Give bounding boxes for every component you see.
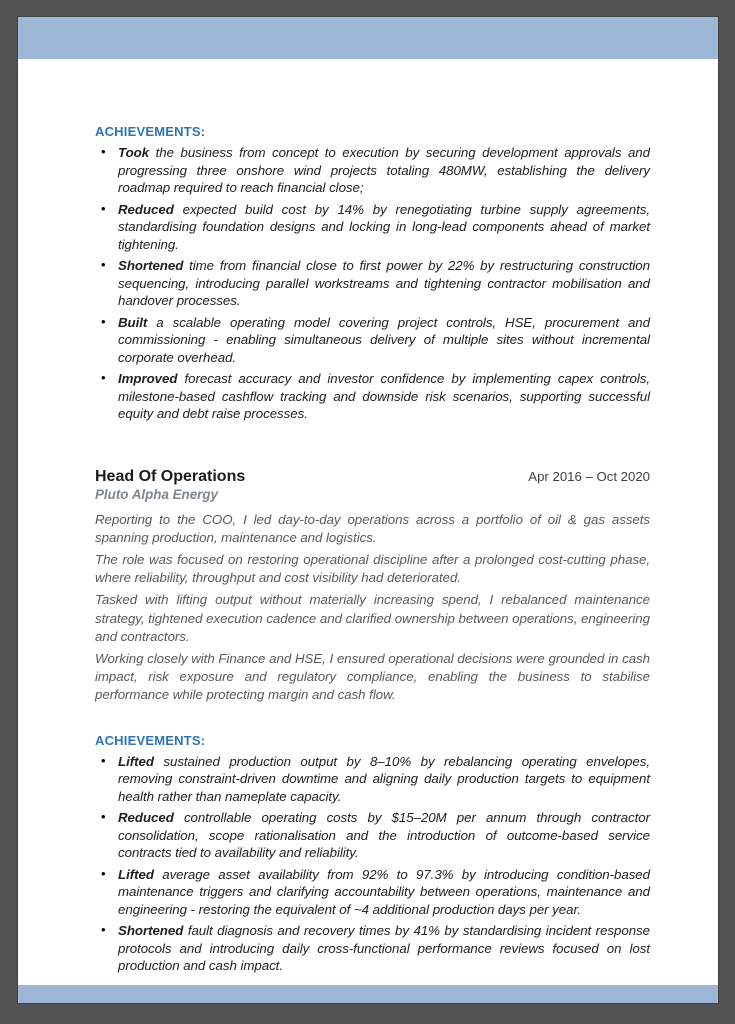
- bullet-icon: •: [101, 313, 106, 329]
- company-name: Pluto Alpha Energy: [95, 486, 219, 502]
- bullet-icon: •: [101, 752, 106, 768]
- achievement-lead: Shortened: [118, 923, 184, 939]
- role-section: [95, 467, 650, 705]
- bullet-icon: •: [101, 922, 106, 938]
- achievement-text: controllable operating costs by $15–20M per annum through contractor consolidation, scope rationalisation and the introduction of outcome-based service contracts tied to availability and reliability.: [118, 810, 650, 861]
- achievement-lead: Lifted: [118, 866, 154, 882]
- achievements-list-1: [95, 144, 650, 423]
- achievement-text: the business from concept to execution by securing development approvals and progressing three onshore wind projects totaling 480MW, establishing the delivery roadmap required to reach financial close;: [118, 145, 650, 195]
- achievement-lead: Built: [118, 314, 148, 330]
- role-header: [95, 467, 650, 486]
- achievement-text: forecast accuracy and investor confidence by implementing capex controls, milestone-based cashflow tracking and downside risk scenarios, supporting successful equity and debt raise processes.: [118, 371, 650, 421]
- achievement-lead: Reduced: [118, 810, 174, 826]
- achievements-heading: ACHIEVEMENTS:: [95, 124, 206, 139]
- role-paragraph: Tasked with lifting output without materially increasing spend, I rebalanced maintenance strategy, tightened execution cadence and clarified ownership between operations, engineering and contractors.: [95, 592, 650, 644]
- achievement-item: [95, 257, 650, 310]
- bullet-icon: •: [101, 200, 106, 216]
- achievements-heading: ACHIEVEMENTS:: [95, 732, 206, 748]
- achievements-section-2: [95, 733, 650, 975]
- role-dates: Apr 2016 – Oct 2020: [528, 468, 650, 484]
- achievement-item: [95, 809, 650, 862]
- achievements-list-2: [95, 753, 650, 975]
- role-paragraph: Working closely with Finance and HSE, I ensured operational decisions were grounded in cash impact, risk exposure and regulatory compliance, enabling the business to stabilise performance while protecting margin and cash flow.: [95, 650, 650, 703]
- achievement-text: average asset availability from 92% to 97.3% by introducing condition-based maintenance triggers and clarifying accountability between operations, maintenance and engineering - restoring the equivalent of ~4 additional production days per year.: [118, 866, 650, 917]
- achievement-text: a scalable operating model covering project controls, HSE, procurement and commissioning - enabling simultaneous delivery of multiple sites without incremental corporate overhead.: [118, 314, 650, 365]
- bullet-icon: •: [101, 144, 106, 159]
- achievement-text: sustained production output by 8–10% by rebalancing operating envelopes, removing constraint-driven downtime and aligning daily production targets to equipment health rather than nameplate capacity.: [118, 753, 650, 804]
- bullet-icon: •: [101, 865, 106, 881]
- achievement-lead: Reduced: [118, 201, 174, 217]
- role-paragraph: The role was focused on restoring operational discipline after a prolonged cost-cutting phase, where reliability, throughput and cost visibility had deteriorated.: [95, 551, 650, 586]
- bullet-icon: •: [101, 809, 106, 825]
- role-description: [95, 511, 650, 705]
- achievement-item: [95, 201, 650, 254]
- achievements-section-1: [95, 124, 650, 423]
- achievement-text: time from financial close to first power by 22% by restructuring construction sequencing, introducing parallel workstreams and tightening contractor mobilisation and handover processes.: [118, 258, 650, 308]
- achievement-item: [95, 314, 650, 367]
- page-content: [18, 59, 718, 975]
- achievement-item: [95, 144, 650, 197]
- achievement-lead: Shortened: [118, 258, 184, 273]
- achievement-lead: Improved: [118, 371, 178, 386]
- resume-page: [18, 17, 718, 1003]
- achievement-item: [95, 753, 650, 806]
- role-title: Head Of Operations: [95, 467, 246, 485]
- achievement-text: expected build cost by 14% by renegotiating turbine supply agreements, standardising foundation designs and locking in long-lead components ahead of market tightening.: [118, 201, 650, 252]
- achievement-lead: Lifted: [118, 753, 154, 769]
- achievement-lead: Took: [118, 145, 150, 160]
- achievement-item: [95, 922, 650, 975]
- achievement-item: [95, 370, 650, 423]
- bullet-icon: •: [101, 370, 106, 385]
- achievement-text: fault diagnosis and recovery times by 41% by standardising incident response protocols and introducing daily cross-functional performance reviews focused on lost production and cash impact.: [118, 923, 650, 974]
- role-paragraph: Reporting to the COO, I led day-to-day operations across a portfolio of oil & gas assets spanning production, maintenance and logistics.: [95, 511, 650, 545]
- footer-band: [18, 985, 718, 1003]
- header-band: [18, 17, 718, 59]
- achievement-item: [95, 866, 650, 919]
- bullet-icon: •: [101, 257, 106, 272]
